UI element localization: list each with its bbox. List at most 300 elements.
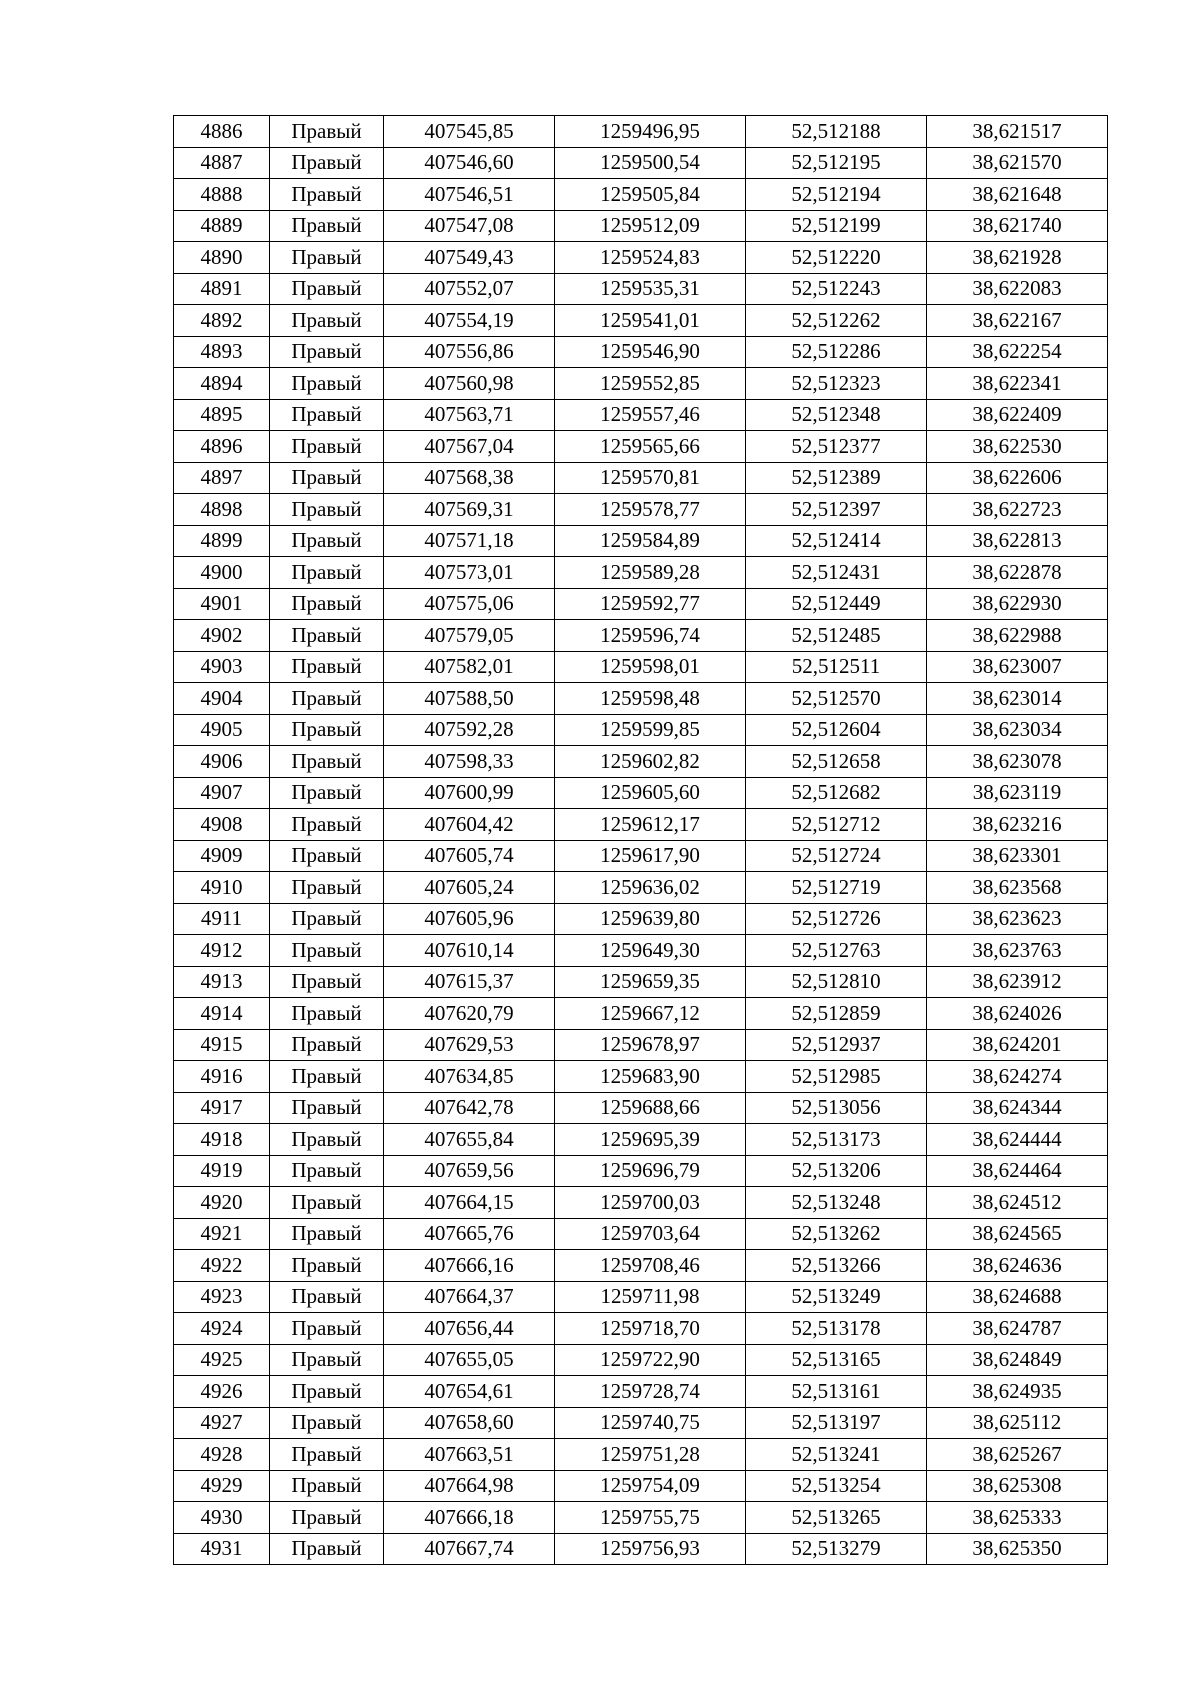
point-number-cell: 4889 — [174, 210, 270, 242]
table-row — [174, 557, 1108, 589]
y-coordinate-cell: 1259688,66 — [555, 1092, 746, 1124]
longitude-cell: 38,624935 — [927, 1376, 1108, 1408]
y-coordinate-cell: 1259683,90 — [555, 1061, 746, 1093]
y-coordinate-cell: 1259751,28 — [555, 1439, 746, 1471]
x-coordinate-cell: 407579,05 — [384, 620, 555, 652]
latitude-cell: 52,512726 — [746, 903, 927, 935]
point-number-cell: 4914 — [174, 998, 270, 1030]
table-row — [174, 494, 1108, 526]
longitude-cell: 38,623078 — [927, 746, 1108, 778]
point-number-cell: 4898 — [174, 494, 270, 526]
longitude-cell: 38,623119 — [927, 777, 1108, 809]
longitude-cell: 38,623216 — [927, 809, 1108, 841]
point-number-cell: 4916 — [174, 1061, 270, 1093]
longitude-cell: 38,622083 — [927, 273, 1108, 305]
longitude-cell: 38,621648 — [927, 179, 1108, 211]
longitude-cell: 38,621928 — [927, 242, 1108, 274]
table-row — [174, 935, 1108, 967]
side-cell: Правый — [270, 116, 384, 148]
table-row — [174, 683, 1108, 715]
y-coordinate-cell: 1259728,74 — [555, 1376, 746, 1408]
latitude-cell: 52,513161 — [746, 1376, 927, 1408]
x-coordinate-cell: 407655,05 — [384, 1344, 555, 1376]
latitude-cell: 52,512763 — [746, 935, 927, 967]
side-cell: Правый — [270, 1407, 384, 1439]
x-coordinate-cell: 407568,38 — [384, 462, 555, 494]
x-coordinate-cell: 407546,60 — [384, 147, 555, 179]
x-coordinate-cell: 407582,01 — [384, 651, 555, 683]
side-cell: Правый — [270, 368, 384, 400]
coordinates-table-body — [174, 116, 1108, 1565]
longitude-cell: 38,622988 — [927, 620, 1108, 652]
x-coordinate-cell: 407563,71 — [384, 399, 555, 431]
point-number-cell: 4924 — [174, 1313, 270, 1345]
longitude-cell: 38,622813 — [927, 525, 1108, 557]
table-row — [174, 714, 1108, 746]
latitude-cell: 52,512199 — [746, 210, 927, 242]
y-coordinate-cell: 1259708,46 — [555, 1250, 746, 1282]
table-row — [174, 273, 1108, 305]
point-number-cell: 4920 — [174, 1187, 270, 1219]
y-coordinate-cell: 1259598,48 — [555, 683, 746, 715]
point-number-cell: 4907 — [174, 777, 270, 809]
latitude-cell: 52,512570 — [746, 683, 927, 715]
side-cell: Правый — [270, 462, 384, 494]
table-row — [174, 1250, 1108, 1282]
side-cell: Правый — [270, 147, 384, 179]
side-cell: Правый — [270, 1439, 384, 1471]
longitude-cell: 38,624201 — [927, 1029, 1108, 1061]
longitude-cell: 38,624344 — [927, 1092, 1108, 1124]
table-row — [174, 1313, 1108, 1345]
side-cell: Правый — [270, 840, 384, 872]
longitude-cell: 38,623034 — [927, 714, 1108, 746]
latitude-cell: 52,513178 — [746, 1313, 927, 1345]
longitude-cell: 38,621517 — [927, 116, 1108, 148]
y-coordinate-cell: 1259592,77 — [555, 588, 746, 620]
y-coordinate-cell: 1259602,82 — [555, 746, 746, 778]
table-row — [174, 336, 1108, 368]
coordinates-table — [173, 115, 1108, 1565]
latitude-cell: 52,512859 — [746, 998, 927, 1030]
x-coordinate-cell: 407575,06 — [384, 588, 555, 620]
y-coordinate-cell: 1259541,01 — [555, 305, 746, 337]
x-coordinate-cell: 407545,85 — [384, 116, 555, 148]
latitude-cell: 52,513265 — [746, 1502, 927, 1534]
point-number-cell: 4915 — [174, 1029, 270, 1061]
point-number-cell: 4927 — [174, 1407, 270, 1439]
table-row — [174, 840, 1108, 872]
table-row — [174, 777, 1108, 809]
longitude-cell: 38,624787 — [927, 1313, 1108, 1345]
table-row — [174, 147, 1108, 179]
y-coordinate-cell: 1259598,01 — [555, 651, 746, 683]
x-coordinate-cell: 407598,33 — [384, 746, 555, 778]
y-coordinate-cell: 1259512,09 — [555, 210, 746, 242]
side-cell: Правый — [270, 1124, 384, 1156]
table-row — [174, 431, 1108, 463]
longitude-cell: 38,623007 — [927, 651, 1108, 683]
point-number-cell: 4905 — [174, 714, 270, 746]
point-number-cell: 4886 — [174, 116, 270, 148]
x-coordinate-cell: 407569,31 — [384, 494, 555, 526]
table-row — [174, 746, 1108, 778]
latitude-cell: 52,512286 — [746, 336, 927, 368]
y-coordinate-cell: 1259649,30 — [555, 935, 746, 967]
y-coordinate-cell: 1259754,09 — [555, 1470, 746, 1502]
y-coordinate-cell: 1259700,03 — [555, 1187, 746, 1219]
latitude-cell: 52,512719 — [746, 872, 927, 904]
side-cell: Правый — [270, 431, 384, 463]
longitude-cell: 38,622930 — [927, 588, 1108, 620]
x-coordinate-cell: 407615,37 — [384, 966, 555, 998]
table-row — [174, 1218, 1108, 1250]
point-number-cell: 4931 — [174, 1533, 270, 1565]
side-cell: Правый — [270, 620, 384, 652]
point-number-cell: 4908 — [174, 809, 270, 841]
table-row — [174, 1281, 1108, 1313]
point-number-cell: 4923 — [174, 1281, 270, 1313]
table-row — [174, 966, 1108, 998]
latitude-cell: 52,512220 — [746, 242, 927, 274]
side-cell: Правый — [270, 305, 384, 337]
x-coordinate-cell: 407604,42 — [384, 809, 555, 841]
longitude-cell: 38,624565 — [927, 1218, 1108, 1250]
longitude-cell: 38,622723 — [927, 494, 1108, 526]
longitude-cell: 38,623623 — [927, 903, 1108, 935]
x-coordinate-cell: 407560,98 — [384, 368, 555, 400]
longitude-cell: 38,625267 — [927, 1439, 1108, 1471]
y-coordinate-cell: 1259605,60 — [555, 777, 746, 809]
y-coordinate-cell: 1259636,02 — [555, 872, 746, 904]
longitude-cell: 38,622606 — [927, 462, 1108, 494]
point-number-cell: 4922 — [174, 1250, 270, 1282]
x-coordinate-cell: 407573,01 — [384, 557, 555, 589]
longitude-cell: 38,623568 — [927, 872, 1108, 904]
table-row — [174, 903, 1108, 935]
longitude-cell: 38,623763 — [927, 935, 1108, 967]
latitude-cell: 52,513248 — [746, 1187, 927, 1219]
longitude-cell: 38,624636 — [927, 1250, 1108, 1282]
point-number-cell: 4892 — [174, 305, 270, 337]
point-number-cell: 4925 — [174, 1344, 270, 1376]
x-coordinate-cell: 407634,85 — [384, 1061, 555, 1093]
latitude-cell: 52,512323 — [746, 368, 927, 400]
latitude-cell: 52,512414 — [746, 525, 927, 557]
table-row — [174, 809, 1108, 841]
latitude-cell: 52,512724 — [746, 840, 927, 872]
side-cell: Правый — [270, 494, 384, 526]
longitude-cell: 38,621570 — [927, 147, 1108, 179]
x-coordinate-cell: 407659,56 — [384, 1155, 555, 1187]
x-coordinate-cell: 407605,96 — [384, 903, 555, 935]
x-coordinate-cell: 407571,18 — [384, 525, 555, 557]
longitude-cell: 38,624688 — [927, 1281, 1108, 1313]
latitude-cell: 52,512985 — [746, 1061, 927, 1093]
latitude-cell: 52,512485 — [746, 620, 927, 652]
y-coordinate-cell: 1259722,90 — [555, 1344, 746, 1376]
y-coordinate-cell: 1259505,84 — [555, 179, 746, 211]
point-number-cell: 4894 — [174, 368, 270, 400]
point-number-cell: 4900 — [174, 557, 270, 589]
table-row — [174, 179, 1108, 211]
table-row — [174, 1502, 1108, 1534]
side-cell: Правый — [270, 1470, 384, 1502]
latitude-cell: 52,513279 — [746, 1533, 927, 1565]
table-row — [174, 1470, 1108, 1502]
table-row — [174, 116, 1108, 148]
latitude-cell: 52,513266 — [746, 1250, 927, 1282]
x-coordinate-cell: 407642,78 — [384, 1092, 555, 1124]
side-cell: Правый — [270, 683, 384, 715]
side-cell: Правый — [270, 1281, 384, 1313]
y-coordinate-cell: 1259524,83 — [555, 242, 746, 274]
point-number-cell: 4895 — [174, 399, 270, 431]
latitude-cell: 52,512262 — [746, 305, 927, 337]
side-cell: Правый — [270, 399, 384, 431]
latitude-cell: 52,512658 — [746, 746, 927, 778]
point-number-cell: 4890 — [174, 242, 270, 274]
x-coordinate-cell: 407556,86 — [384, 336, 555, 368]
y-coordinate-cell: 1259695,39 — [555, 1124, 746, 1156]
table-row — [174, 1029, 1108, 1061]
x-coordinate-cell: 407546,51 — [384, 179, 555, 211]
table-row — [174, 1344, 1108, 1376]
point-number-cell: 4902 — [174, 620, 270, 652]
latitude-cell: 52,512604 — [746, 714, 927, 746]
table-row — [174, 368, 1108, 400]
point-number-cell: 4891 — [174, 273, 270, 305]
point-number-cell: 4887 — [174, 147, 270, 179]
y-coordinate-cell: 1259678,97 — [555, 1029, 746, 1061]
table-row — [174, 1092, 1108, 1124]
x-coordinate-cell: 407600,99 — [384, 777, 555, 809]
point-number-cell: 4926 — [174, 1376, 270, 1408]
latitude-cell: 52,513206 — [746, 1155, 927, 1187]
side-cell: Правый — [270, 1155, 384, 1187]
x-coordinate-cell: 407629,53 — [384, 1029, 555, 1061]
y-coordinate-cell: 1259557,46 — [555, 399, 746, 431]
side-cell: Правый — [270, 714, 384, 746]
longitude-cell: 38,623301 — [927, 840, 1108, 872]
point-number-cell: 4919 — [174, 1155, 270, 1187]
longitude-cell: 38,625350 — [927, 1533, 1108, 1565]
x-coordinate-cell: 407664,15 — [384, 1187, 555, 1219]
point-number-cell: 4917 — [174, 1092, 270, 1124]
side-cell: Правый — [270, 746, 384, 778]
y-coordinate-cell: 1259496,95 — [555, 116, 746, 148]
longitude-cell: 38,623014 — [927, 683, 1108, 715]
point-number-cell: 4896 — [174, 431, 270, 463]
side-cell: Правый — [270, 966, 384, 998]
latitude-cell: 52,513262 — [746, 1218, 927, 1250]
table-row — [174, 1124, 1108, 1156]
y-coordinate-cell: 1259599,85 — [555, 714, 746, 746]
side-cell: Правый — [270, 1376, 384, 1408]
side-cell: Правый — [270, 525, 384, 557]
latitude-cell: 52,512937 — [746, 1029, 927, 1061]
longitude-cell: 38,624274 — [927, 1061, 1108, 1093]
y-coordinate-cell: 1259667,12 — [555, 998, 746, 1030]
point-number-cell: 4903 — [174, 651, 270, 683]
y-coordinate-cell: 1259578,77 — [555, 494, 746, 526]
x-coordinate-cell: 407605,24 — [384, 872, 555, 904]
table-row — [174, 1407, 1108, 1439]
latitude-cell: 52,512389 — [746, 462, 927, 494]
side-cell: Правый — [270, 1502, 384, 1534]
point-number-cell: 4929 — [174, 1470, 270, 1502]
x-coordinate-cell: 407588,50 — [384, 683, 555, 715]
longitude-cell: 38,624444 — [927, 1124, 1108, 1156]
latitude-cell: 52,512397 — [746, 494, 927, 526]
y-coordinate-cell: 1259500,54 — [555, 147, 746, 179]
point-number-cell: 4928 — [174, 1439, 270, 1471]
table-row — [174, 1187, 1108, 1219]
y-coordinate-cell: 1259535,31 — [555, 273, 746, 305]
longitude-cell: 38,625333 — [927, 1502, 1108, 1534]
x-coordinate-cell: 407656,44 — [384, 1313, 555, 1345]
point-number-cell: 4913 — [174, 966, 270, 998]
point-number-cell: 4906 — [174, 746, 270, 778]
point-number-cell: 4909 — [174, 840, 270, 872]
x-coordinate-cell: 407654,61 — [384, 1376, 555, 1408]
latitude-cell: 52,513173 — [746, 1124, 927, 1156]
longitude-cell: 38,621740 — [927, 210, 1108, 242]
latitude-cell: 52,513254 — [746, 1470, 927, 1502]
side-cell: Правый — [270, 336, 384, 368]
y-coordinate-cell: 1259711,98 — [555, 1281, 746, 1313]
latitude-cell: 52,513249 — [746, 1281, 927, 1313]
y-coordinate-cell: 1259570,81 — [555, 462, 746, 494]
y-coordinate-cell: 1259612,17 — [555, 809, 746, 841]
longitude-cell: 38,624464 — [927, 1155, 1108, 1187]
latitude-cell: 52,512682 — [746, 777, 927, 809]
x-coordinate-cell: 407554,19 — [384, 305, 555, 337]
longitude-cell: 38,624026 — [927, 998, 1108, 1030]
side-cell: Правый — [270, 1218, 384, 1250]
longitude-cell: 38,625308 — [927, 1470, 1108, 1502]
table-row — [174, 305, 1108, 337]
longitude-cell: 38,622530 — [927, 431, 1108, 463]
side-cell: Правый — [270, 1250, 384, 1282]
table-row — [174, 525, 1108, 557]
longitude-cell: 38,622341 — [927, 368, 1108, 400]
table-row — [174, 242, 1108, 274]
latitude-cell: 52,512377 — [746, 431, 927, 463]
latitude-cell: 52,512810 — [746, 966, 927, 998]
table-row — [174, 1533, 1108, 1565]
y-coordinate-cell: 1259589,28 — [555, 557, 746, 589]
point-number-cell: 4930 — [174, 1502, 270, 1534]
y-coordinate-cell: 1259659,35 — [555, 966, 746, 998]
side-cell: Правый — [270, 588, 384, 620]
latitude-cell: 52,512194 — [746, 179, 927, 211]
point-number-cell: 4918 — [174, 1124, 270, 1156]
point-number-cell: 4899 — [174, 525, 270, 557]
side-cell: Правый — [270, 809, 384, 841]
x-coordinate-cell: 407610,14 — [384, 935, 555, 967]
table-row — [174, 1061, 1108, 1093]
x-coordinate-cell: 407666,18 — [384, 1502, 555, 1534]
table-row — [174, 620, 1108, 652]
point-number-cell: 4893 — [174, 336, 270, 368]
table-row — [174, 1439, 1108, 1471]
point-number-cell: 4901 — [174, 588, 270, 620]
table-row — [174, 872, 1108, 904]
x-coordinate-cell: 407664,37 — [384, 1281, 555, 1313]
table-row — [174, 1376, 1108, 1408]
side-cell: Правый — [270, 1092, 384, 1124]
x-coordinate-cell: 407567,04 — [384, 431, 555, 463]
side-cell: Правый — [270, 903, 384, 935]
side-cell: Правый — [270, 179, 384, 211]
y-coordinate-cell: 1259703,64 — [555, 1218, 746, 1250]
x-coordinate-cell: 407664,98 — [384, 1470, 555, 1502]
longitude-cell: 38,622878 — [927, 557, 1108, 589]
side-cell: Правый — [270, 557, 384, 589]
longitude-cell: 38,624849 — [927, 1344, 1108, 1376]
x-coordinate-cell: 407620,79 — [384, 998, 555, 1030]
side-cell: Правый — [270, 1187, 384, 1219]
latitude-cell: 52,513056 — [746, 1092, 927, 1124]
side-cell: Правый — [270, 1313, 384, 1345]
latitude-cell: 52,512195 — [746, 147, 927, 179]
latitude-cell: 52,512348 — [746, 399, 927, 431]
point-number-cell: 4888 — [174, 179, 270, 211]
side-cell: Правый — [270, 210, 384, 242]
latitude-cell: 52,512511 — [746, 651, 927, 683]
x-coordinate-cell: 407667,74 — [384, 1533, 555, 1565]
y-coordinate-cell: 1259756,93 — [555, 1533, 746, 1565]
table-row — [174, 462, 1108, 494]
table-row — [174, 588, 1108, 620]
side-cell: Правый — [270, 777, 384, 809]
longitude-cell: 38,622254 — [927, 336, 1108, 368]
y-coordinate-cell: 1259639,80 — [555, 903, 746, 935]
side-cell: Правый — [270, 1061, 384, 1093]
longitude-cell: 38,622167 — [927, 305, 1108, 337]
x-coordinate-cell: 407605,74 — [384, 840, 555, 872]
side-cell: Правый — [270, 935, 384, 967]
point-number-cell: 4897 — [174, 462, 270, 494]
latitude-cell: 52,513165 — [746, 1344, 927, 1376]
x-coordinate-cell: 407655,84 — [384, 1124, 555, 1156]
y-coordinate-cell: 1259552,85 — [555, 368, 746, 400]
longitude-cell: 38,622409 — [927, 399, 1108, 431]
x-coordinate-cell: 407666,16 — [384, 1250, 555, 1282]
x-coordinate-cell: 407665,76 — [384, 1218, 555, 1250]
table-row — [174, 651, 1108, 683]
x-coordinate-cell: 407592,28 — [384, 714, 555, 746]
y-coordinate-cell: 1259718,70 — [555, 1313, 746, 1345]
latitude-cell: 52,512243 — [746, 273, 927, 305]
x-coordinate-cell: 407549,43 — [384, 242, 555, 274]
longitude-cell: 38,624512 — [927, 1187, 1108, 1219]
point-number-cell: 4910 — [174, 872, 270, 904]
point-number-cell: 4911 — [174, 903, 270, 935]
x-coordinate-cell: 407658,60 — [384, 1407, 555, 1439]
y-coordinate-cell: 1259755,75 — [555, 1502, 746, 1534]
latitude-cell: 52,513197 — [746, 1407, 927, 1439]
x-coordinate-cell: 407547,08 — [384, 210, 555, 242]
longitude-cell: 38,625112 — [927, 1407, 1108, 1439]
table-row — [174, 1155, 1108, 1187]
side-cell: Правый — [270, 651, 384, 683]
latitude-cell: 52,512431 — [746, 557, 927, 589]
side-cell: Правый — [270, 273, 384, 305]
side-cell: Правый — [270, 1029, 384, 1061]
y-coordinate-cell: 1259740,75 — [555, 1407, 746, 1439]
